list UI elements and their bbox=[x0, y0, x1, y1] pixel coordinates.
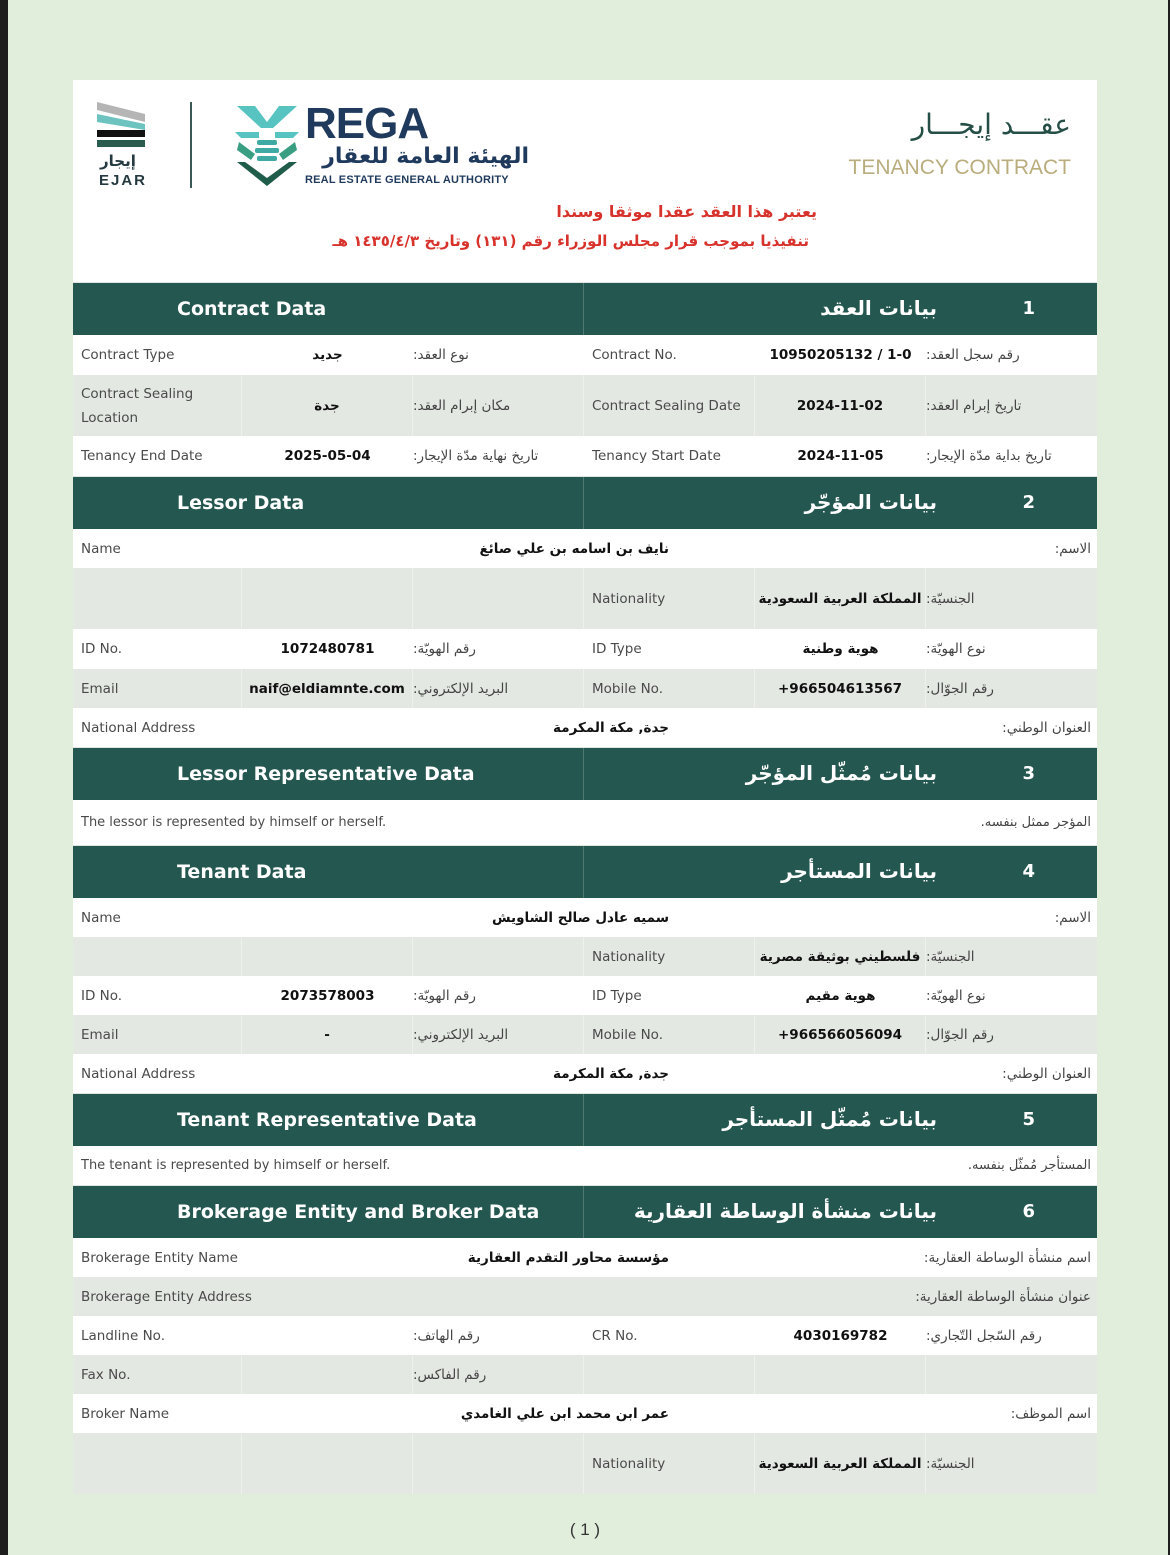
broker-nationality-value: المملكة العربية السعودية bbox=[755, 1433, 926, 1494]
section-title-ar: بيانات منشأة الوساطة العقارية bbox=[633, 1199, 937, 1223]
label-ar: رقم سجل العقد: bbox=[926, 347, 1020, 363]
label-ar: مكان إبرام العقد: bbox=[413, 375, 584, 436]
label-en: ID Type bbox=[592, 987, 642, 1004]
table-row bbox=[73, 976, 1097, 1015]
lessor-id-value: 1072480781 bbox=[280, 641, 375, 657]
lessor-mobile-value: +966504613567 bbox=[755, 669, 926, 708]
section-number: 3 bbox=[1022, 763, 1035, 784]
value: 2024-11-02 bbox=[755, 375, 926, 436]
label-ar: رقم السّجل التّجاري: bbox=[926, 1327, 1042, 1344]
label-ar: الاسم: bbox=[1054, 909, 1091, 926]
label-en: Nationality bbox=[584, 937, 755, 976]
label-en: Broker Name bbox=[81, 1405, 170, 1422]
label-ar: نوع الهويّة: bbox=[926, 641, 986, 657]
rega-logo-english: REGA bbox=[305, 99, 429, 148]
rep-text-en: The lessor is represented by himself or herself. bbox=[81, 815, 387, 830]
logo-divider bbox=[190, 102, 192, 188]
section-title-ar: بيانات مُمثّل المستأجر bbox=[722, 1107, 937, 1131]
table-row bbox=[73, 335, 1097, 375]
brokerage-entity-name-value: مؤسسة محاور التقدم العقارية bbox=[467, 1249, 669, 1266]
label-ar: رقم الجوّال: bbox=[926, 1026, 994, 1043]
section-title-ar: بيانات المستأجر bbox=[781, 859, 937, 883]
table-row bbox=[73, 937, 1097, 976]
tenant-address-value: جدة, مكة المكرمة bbox=[553, 1065, 669, 1082]
label-ar: العنوان الوطني: bbox=[1002, 719, 1091, 736]
label-en: Contract Sealing Date bbox=[584, 375, 755, 436]
table-row bbox=[73, 1355, 1097, 1394]
broker-name-value: عمر ابن محمد ابن علي الغامدي bbox=[460, 1405, 669, 1422]
window-edge-left bbox=[0, 0, 8, 1555]
section-title-en: Lessor Representative Data bbox=[177, 763, 475, 785]
table-row bbox=[73, 1015, 1097, 1054]
section-title-en: Contract Data bbox=[177, 298, 327, 320]
table-row bbox=[73, 1146, 1097, 1185]
table-row bbox=[73, 375, 1097, 436]
value: جدة bbox=[242, 375, 413, 436]
label-en: Tenancy Start Date bbox=[592, 448, 721, 464]
contract-page bbox=[73, 80, 1097, 1492]
table-row bbox=[73, 898, 1097, 937]
table-row bbox=[73, 629, 1097, 669]
page-number: ( 1 ) bbox=[569, 1520, 601, 1539]
label-en: Mobile No. bbox=[584, 1015, 755, 1054]
label-ar: نوع العقد: bbox=[413, 347, 469, 363]
table-row bbox=[73, 1433, 1097, 1494]
label-en: Contract Sealing Location bbox=[73, 375, 242, 436]
tenant-id-value: 2073578003 bbox=[280, 987, 375, 1004]
label-ar: البريد الإلكتروني: bbox=[413, 669, 584, 708]
section-number: 6 bbox=[1022, 1201, 1035, 1222]
section-header-tenant-rep bbox=[73, 1093, 1097, 1146]
table-row bbox=[73, 568, 1097, 629]
document-header bbox=[73, 80, 1097, 282]
section-number: 2 bbox=[1022, 492, 1035, 513]
label-ar: العنوان الوطني: bbox=[1002, 1065, 1091, 1082]
label-en: Name bbox=[81, 540, 121, 557]
rep-text-en: The tenant is represented by himself or herself. bbox=[81, 1158, 391, 1173]
label-en: Tenancy End Date bbox=[81, 448, 203, 464]
rega-palm-logo-icon bbox=[233, 102, 301, 188]
tenant-mobile-value: +966566056094 bbox=[755, 1015, 926, 1054]
table-row bbox=[73, 669, 1097, 708]
section-number: 1 bbox=[1022, 298, 1035, 319]
table-row bbox=[73, 1277, 1097, 1316]
table-row bbox=[73, 708, 1097, 747]
section-title-en: Brokerage Entity and Broker Data bbox=[177, 1201, 540, 1223]
label-ar: تاريخ بداية مدّة الإيجار: bbox=[926, 448, 1052, 464]
label-en: Mobile No. bbox=[584, 669, 755, 708]
table-row bbox=[73, 1238, 1097, 1277]
label-ar: الجنسيّة: bbox=[926, 948, 975, 965]
tenant-nationality-value: فلسطيني بوثيقة مصرية bbox=[755, 937, 926, 976]
lessor-email-value: naif@eldiamnte.com bbox=[242, 669, 413, 708]
rega-logo-subtitle: REAL ESTATE GENERAL AUTHORITY bbox=[305, 174, 509, 186]
value: 2025-05-04 bbox=[284, 448, 371, 464]
label-ar: الاسم: bbox=[1054, 540, 1091, 557]
lessor-nationality-value: المملكة العربية السعودية bbox=[755, 568, 926, 629]
label-ar: الجنسيّة: bbox=[926, 1455, 975, 1472]
label-ar: رقم الجوّال: bbox=[926, 680, 994, 697]
document-title-arabic: عقـــد إيجـــار bbox=[911, 108, 1071, 141]
label-ar: رقم الفاكس: bbox=[413, 1355, 584, 1394]
table-row bbox=[73, 1394, 1097, 1433]
label-en: Contract No. bbox=[592, 347, 677, 363]
label-ar: نوع الهويّة: bbox=[926, 987, 986, 1004]
ejar-logo-english: EJAR bbox=[99, 172, 148, 189]
label-en: Email bbox=[73, 1015, 242, 1054]
value: 2024-11-05 bbox=[797, 448, 884, 464]
section-header-contract bbox=[73, 282, 1097, 335]
tenant-email-value: - bbox=[242, 1015, 413, 1054]
label-en: Brokerage Entity Name bbox=[81, 1249, 238, 1266]
label-ar: رقم الهويّة: bbox=[413, 987, 476, 1004]
label-ar: الجنسيّة: bbox=[926, 590, 975, 607]
table-row bbox=[73, 529, 1097, 568]
section-title-ar: بيانات مُمثّل المؤجّر bbox=[745, 761, 937, 785]
label-en: Nationality bbox=[584, 1433, 755, 1494]
section-header-brokerage bbox=[73, 1185, 1097, 1238]
section-header-tenant bbox=[73, 845, 1097, 898]
lessor-address-value: جدة, مكة المكرمة bbox=[553, 719, 669, 736]
table-row bbox=[73, 436, 1097, 476]
label-en: ID No. bbox=[81, 987, 123, 1004]
section-title-en: Tenant Representative Data bbox=[177, 1109, 477, 1131]
lessor-name-value: نايف بن اسامه بن علي صائغ bbox=[479, 540, 669, 557]
label-en: ID No. bbox=[81, 641, 123, 657]
label-en: CR No. bbox=[592, 1327, 638, 1344]
label-en: Name bbox=[81, 909, 121, 926]
label-ar: اسم الموظف: bbox=[1010, 1405, 1091, 1422]
legal-notice-line-1: يعتبر هذا العقد عقدا موثقا وسندا bbox=[556, 202, 817, 221]
rega-logo-arabic: الهيئة العامة للعقار bbox=[322, 144, 529, 169]
section-number: 5 bbox=[1022, 1109, 1035, 1130]
label-en: Fax No. bbox=[73, 1355, 242, 1394]
tenant-name-value: سميه عادل صالح الشاويش bbox=[491, 909, 669, 926]
label-en: Nationality bbox=[584, 568, 755, 629]
label-ar: رقم الهويّة: bbox=[413, 641, 476, 657]
table-row bbox=[73, 800, 1097, 845]
cr-number-value: 4030169782 bbox=[793, 1327, 888, 1344]
lessor-id-type-value: هوية وطنية bbox=[802, 641, 879, 657]
document-title-english: TENANCY CONTRACT bbox=[848, 156, 1071, 179]
table-row bbox=[73, 1316, 1097, 1355]
label-en: National Address bbox=[81, 719, 196, 736]
section-title-ar: بيانات العقد bbox=[820, 296, 937, 320]
label-ar: رقم الهاتف: bbox=[413, 1327, 480, 1344]
label-en: Brokerage Entity Address bbox=[81, 1288, 252, 1305]
label-ar: تاريخ نهاية مدّة الإيجار: bbox=[413, 448, 539, 464]
section-number: 4 bbox=[1022, 861, 1035, 882]
label-ar: اسم منشأة الوساطة العقارية: bbox=[923, 1249, 1091, 1266]
label-en: ID Type bbox=[592, 641, 642, 657]
value: 10950205132 / 1-0 bbox=[769, 347, 912, 363]
value: جديد bbox=[312, 347, 343, 363]
table-row bbox=[73, 1054, 1097, 1093]
label-ar: عنوان منشأة الوساطة العقارية: bbox=[915, 1288, 1091, 1305]
section-header-lessor bbox=[73, 476, 1097, 529]
legal-notice-line-2: تنفيذيا بموجب قرار مجلس الوزراء رقم (١٣١) وتاريخ ١٤٣٥/٤/٣ هـ bbox=[332, 232, 809, 250]
section-title-en: Lessor Data bbox=[177, 492, 305, 514]
ejar-logo-arabic: إيجار bbox=[100, 152, 136, 170]
label-ar: تاريخ إبرام العقد: bbox=[926, 397, 1022, 414]
section-title-ar: بيانات المؤجّر bbox=[804, 490, 937, 514]
label-en: Contract Type bbox=[81, 347, 175, 363]
label-en: Email bbox=[73, 669, 242, 708]
section-title-en: Tenant Data bbox=[177, 861, 307, 883]
rep-text-ar: المؤجر ممثل بنفسه. bbox=[980, 815, 1091, 830]
tenant-id-type-value: هوية مقيم bbox=[805, 987, 876, 1004]
rep-text-ar: المستأجر مُمثّل بنفسه. bbox=[967, 1158, 1091, 1173]
label-en: National Address bbox=[81, 1065, 196, 1082]
section-header-lessor-rep bbox=[73, 747, 1097, 800]
label-ar: البريد الإلكتروني: bbox=[413, 1015, 584, 1054]
label-en: Landline No. bbox=[81, 1327, 165, 1344]
